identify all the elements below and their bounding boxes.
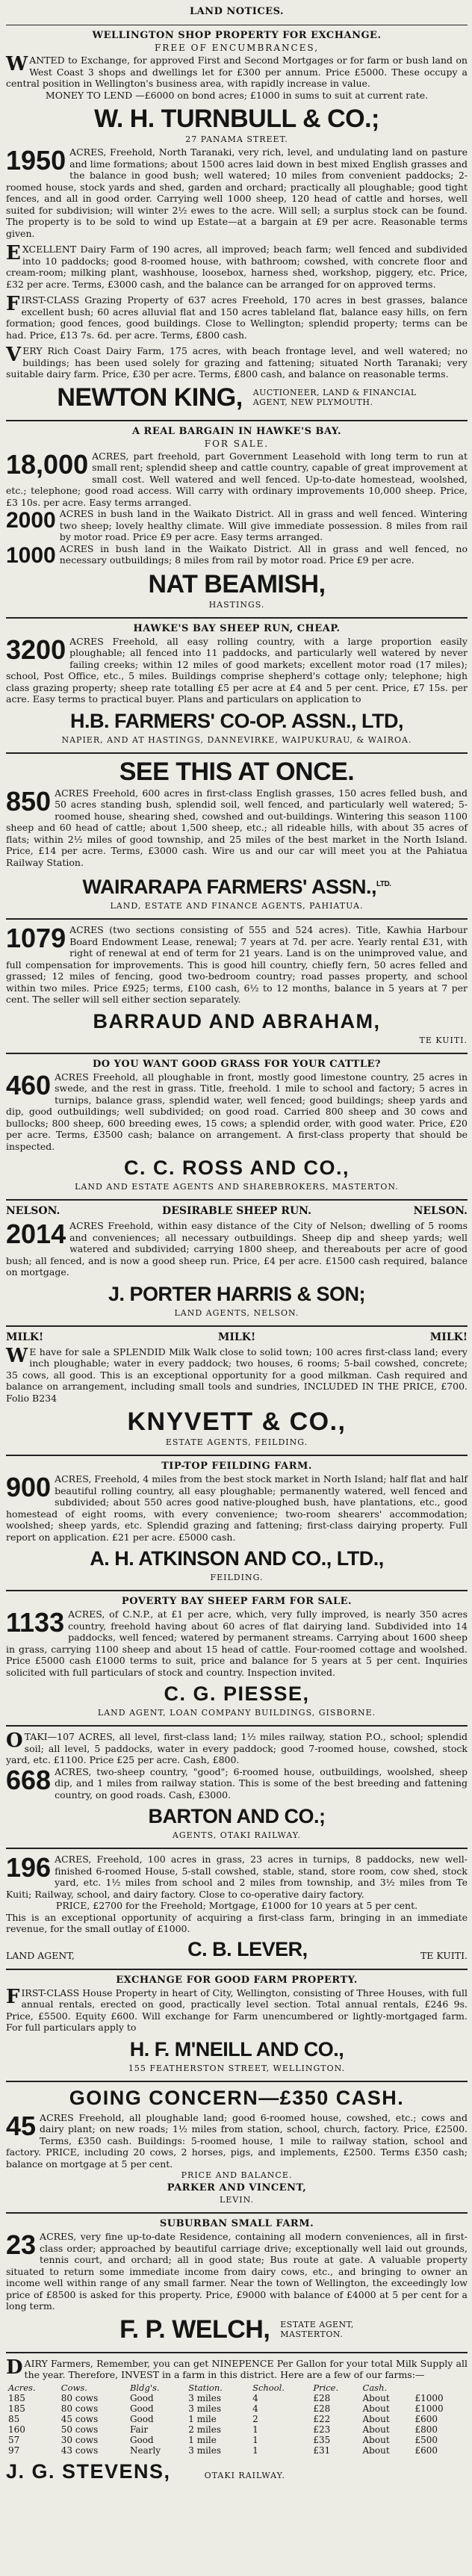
table-cell: About xyxy=(362,2392,390,2403)
agent-address: HASTINGS. xyxy=(208,599,265,610)
listing: 1079 ACRES (two sections consisting of 555 and 524 acres). Title, Kawhia Harbour Board Endowment Lease, renewal; 7 years at 7d. per acre. Yearly rental £31, with right of renewal at end of term for 21 years. Land is on the unimproved value, and full compensation for improvements. This is good hill country, chiefly fern, 50 acres felled and grassed; 12 miles of fencing, good two-bedroom country; road passes property, and school within two miles. Price £925; terms, £100 cash, 6½ to 12 months, balance in 5 years at 7 per cent. The seller will sell either section separately. xyxy=(6,923,468,1005)
listing: 1133 ACRES, of C.N.P., at £1 per acre, which, very fully improved, is nearly 350 acres country, freehold having about 60 acres of flat dairying land. Subdivided into 14 paddocks, well fenced; watered by permanent streams. Carrying about 1600 sheep in grass, carrying 1100 sheep and about 15 head of cattle. Four-roomed cottage and woolshed. Price £5000 cash £1000 terms to suit, price and balance for 5 years at 5 per cent. Inquiries solicited with full particulars of stock and country. Inspection invited. xyxy=(6,1607,468,1678)
listing-note: This is an exceptional opportunity of acquiring a first-class farm, bringing in an immediate revenue, for the small outlay of £1000. xyxy=(6,1911,468,1934)
table-cell: £28 xyxy=(313,2403,331,2414)
agent-address: FEILDING. xyxy=(210,1573,264,1582)
listing: 2000 ACRES in bush land in the Waikato District. All in grass and well fenced. Wintering two sheep; lovely healthy climate. Will give immediate possession. 8 miles from rail by motor road. Price £9 per acre. Easy terms arranged. xyxy=(6,508,468,542)
table-row xyxy=(6,2414,468,2424)
divider xyxy=(6,420,468,421)
table-cell: Good xyxy=(129,2392,154,2403)
knyvett-advert xyxy=(6,1331,468,1448)
table-header-cell: Bldg's. xyxy=(129,2382,160,2393)
table-header-cell: School. xyxy=(252,2382,285,2393)
table-row xyxy=(6,2393,468,2403)
atkinson-advert xyxy=(6,1461,468,1582)
agent-name: H.B. FARMERS' CO-OP. ASSN., LTD, xyxy=(70,709,403,732)
ad-body: MONEY TO LEND —£6000 on bond acres; £1000 in sums to suit at current rate. xyxy=(45,89,429,101)
agent-name: WAIRARAPA FARMERS' ASSN.,$^{LTD.}$ xyxy=(82,876,391,898)
listing: 668 ACRES, two-sheep country, "good"; 6-roomed house, outbuildings, woolshed, sheep dip, and 1 miles from railway station. This is some of the best breeding and fattening country, on good roads. Cash, £3000. xyxy=(6,1764,468,1801)
table-cell: 97 xyxy=(8,2445,20,2456)
table-row xyxy=(6,2403,468,2414)
table-cell: £600 xyxy=(414,2445,438,2456)
table-cell: £35 xyxy=(313,2434,331,2445)
ad-heading-row: MILK! MILK! MILK! xyxy=(6,1331,468,1343)
table-cell: £22 xyxy=(313,2413,331,2424)
agent-name: KNYVETT & CO., xyxy=(127,1408,347,1436)
ross-advert xyxy=(6,1059,468,1192)
divider xyxy=(6,752,468,754)
listing: 1000 ACRES in bush land in the Waikato District. All in grass and well fenced, no necessary outbuildings; 8 miles from rail by motor road. Price £9 per acre. xyxy=(6,542,468,568)
ad-heading: DO YOU WANT GOOD GRASS FOR YOUR CATTLE? xyxy=(92,1058,381,1070)
ad-heading: GOING CONCERN—£350 CASH. xyxy=(69,2086,405,2109)
table-cell: 3 miles xyxy=(188,2403,222,2414)
agent-name: NAT BEAMISH, xyxy=(148,569,326,598)
table-cell: £500 xyxy=(414,2434,438,2445)
divider xyxy=(6,1590,468,1591)
table-cell: £800 xyxy=(414,2424,438,2435)
section-title: LAND NOTICES. xyxy=(189,6,285,17)
ad-heading: SUBURBAN SMALL FARM. xyxy=(159,2218,314,2229)
agent-address: AUCTIONEER, LAND & FINANCIAL AGENT, NEW PLYMOUTH. xyxy=(252,388,417,407)
table-cell: 3 miles xyxy=(188,2392,222,2403)
table-header-cell: Price. xyxy=(313,2382,339,2393)
divider xyxy=(6,617,468,619)
barraud-advert xyxy=(6,924,468,1045)
table-cell: Good xyxy=(129,2413,154,2424)
table-cell: About xyxy=(362,2445,390,2456)
divider xyxy=(6,1053,468,1054)
table-cell: 185 xyxy=(8,2403,25,2414)
table-cell: £1000 xyxy=(414,2392,444,2403)
table-cell: 4 xyxy=(252,2392,258,2403)
divider xyxy=(6,918,468,920)
table-cell: About xyxy=(362,2434,390,2445)
listing: W E have for sale a SPLENDID Milk Walk close to solid town; 100 acres first-class land; every inch ploughable; water in every paddock; two houses, 6 rooms; 5-bail cowshed, concrete; 35 cows, all good. This is an exceptional opportunity for a good milkman. Cash required and balance on arrangement, including small tools and sundries, INCLUDED IN THE PRICE, £700. Folio B234 xyxy=(6,1344,468,1404)
agent-name: BARRAUD AND ABRAHAM, xyxy=(93,1009,381,1032)
agent-address: ESTATE AGENT, MASTERTON. xyxy=(280,2320,354,2339)
ad-subheading: PRICE AND BALANCE. xyxy=(181,2170,293,2180)
agent-address: LAND, ESTATE AND FINANCE AGENTS, PAHIATUA. xyxy=(110,901,364,911)
agent-address: AGENTS, OTAKI RAILWAY. xyxy=(172,1830,302,1840)
table-cell: Good xyxy=(129,2403,154,2414)
mcneill-advert xyxy=(6,1975,468,2073)
listing: 850 ACRES Freehold, 600 acres in first-class English grasses, 150 acres felled bush, and 50 acres standing bush, splendid soil, well fenced, and particularly well watered; 5-roomed house, shearing shed, cowshed and out-buildings. Wintering this season 1100 sheep and 60 head of cattle; about 1,500 sheep, etc.; all rideable hills, with about 35 acres of flats; within 2½ miles of good township, and 25 miles of the best market in the North Island. Price, £14 per acre. Terms, £3000 cash. Wire us and our car will meet you at the Pahiatua Railway Station. xyxy=(6,785,468,868)
agent-name: J. G. STEVENS, xyxy=(6,2459,171,2483)
listing: 2014 ACRES Freehold, within easy distance of the City of Nelson; dwelling of 5 rooms and conveniences; all necessary outbuildings. Sheep dip and sheep yards; well watered and subdivided; carrying 1800 sheep, and thereabouts per acre of good bush; all fenced, and is now a good sheep run. Price, £4 per acre. £1500 cash required, balance on mortgage. xyxy=(6,1219,468,1278)
ad-heading: SEE THIS AT ONCE. xyxy=(119,757,355,786)
agent-name: H. F. M'NEILL AND CO., xyxy=(129,2037,344,2061)
listing: 45 ACRES Freehold, all ploughable land; good 6-roomed house, cowshed, etc.; cows and dairy plant; on new roads; 1½ miles from station, school, church, factory. Price, £2500. Terms, £350 cash. Buildings: 5-roomed house, 1 mile to railway station, school and factory. PRICE, including 20 cows, 2 horses, pigs, and implements, £2500. Terms £350 cash; balance on mortgage at 5 per cent. xyxy=(6,2110,468,2170)
table-cell: 45 cows xyxy=(60,2413,99,2424)
newton-king-advert xyxy=(6,383,468,412)
agent-name: F. P. WELCH, xyxy=(119,2315,270,2344)
agent-address: LAND AGENT, LOAN COMPANY BUILDINGS, GISBORNE. xyxy=(97,1708,376,1718)
table-cell: £31 xyxy=(313,2445,331,2456)
table-cell: 3 miles xyxy=(188,2445,222,2456)
listing: FIRST-CLASS House Property in heart of City, Wellington, consisting of Three Houses, with full annual rentals, erected on good, practically level section. Total annual rentals, £246 9s. Price, £5500. Equity £600. Will exchange for Farm unencumbered or lightly-mortgaged farm. For full particulars apply to xyxy=(6,1985,468,2033)
agent-address: LAND AND ESTATE AGENTS AND SHAREBROKERS, MASTERTON. xyxy=(75,1182,399,1192)
listing: EXCELLENT Dairy Farm of 190 acres, all improved; beach farm; well fenced and subdivided into 10 paddocks; good 8-roomed house, with bathroom; cowshed, with concrete floor and cream-room; milking plant, washhouse, loosebox, harness shed, workshop, piggery, etc. Price, £32 per acre. Terms, £3000 cash, and the balance can be arranged for on approved terms. xyxy=(6,242,468,290)
stevens-advert xyxy=(6,2358,468,2486)
table-header-cell: Station. xyxy=(188,2382,223,2393)
table-header-row xyxy=(6,2383,468,2393)
listing: 18,000 ACRES, part freehold, part Government Leasehold with long term to run at small rent; splendid sheep and cattle country, capable of great improvement at small cost. Well watered and well fenced. Up-to-date homestead, woolshed, etc.; telephone; good road access. Will carry with ordinary improvements 10,000 sheep. Price, £3 10s. per acre. Easy terms arranged. xyxy=(6,448,468,508)
table-cell: 1 xyxy=(252,2424,258,2435)
divider xyxy=(6,2352,468,2353)
agent-address: 155 FEATHERSTON STREET, WELLINGTON. xyxy=(128,2063,346,2073)
table-cell: 1 mile xyxy=(188,2413,217,2424)
table-cell: 2 miles xyxy=(188,2424,222,2435)
table-cell: 43 cows xyxy=(60,2445,99,2456)
ad-heading: TIP-TOP FEILDING FARM. xyxy=(161,1461,312,1472)
agent-row: LAND AGENT, C. B. LEVER, TE KUITI. xyxy=(6,1937,468,1961)
agent-name: C. B. LEVER, xyxy=(187,1937,308,1960)
agent-address: NAPIER, AND AT HASTINGS, DANNEVIRKE, WAIPUKURAU, & WAIROA. xyxy=(61,734,412,745)
table-cell: £600 xyxy=(414,2413,438,2424)
ad-heading: POVERTY BAY SHEEP FARM FOR SALE. xyxy=(121,1596,353,1607)
listing: 3200 ACRES Freehold, all easy rolling country, with a large proportion easily ploughable; all fenced into 11 paddocks, and particularly well watered by never failing creeks; within 12 miles of good markets; excellent motor road (17 miles); school, Post Office, etc., 5 miles. Buildings comprise shepherd's cottage only; telephone; high class grazing property; sheep rate totalling £5 per acre at £4 and 5 per cent. Price, £7 15s. per acre. Easy terms to practical buyer. Plans and particulars on application to xyxy=(6,634,468,705)
agent-name: A. H. ATKINSON AND CO., LTD., xyxy=(90,1547,384,1570)
table-cell: 4 xyxy=(252,2403,258,2414)
listing: FIRST-CLASS Grazing Property of 637 acres Freehold, 170 acres in best grasses, balance excellent bush; 60 acres alluvial flat and 150 acres tableland flat, balance easy hills, on fern formation; good fences, good buildings. Close to Wellington; splendid property; terms can be had. Price, £13 7s. 6d. per acre. Terms, £800 cash. xyxy=(6,293,468,341)
table-cell: 80 cows xyxy=(60,2403,99,2414)
piesse-advert xyxy=(6,1596,468,1718)
divider xyxy=(6,2212,468,2214)
divider xyxy=(6,1325,468,1327)
divider xyxy=(6,1848,468,1849)
agent-address: LAND AGENTS, NELSON. xyxy=(174,1307,299,1318)
agent-address: ESTATE AGENTS, FEILDING. xyxy=(165,1437,308,1447)
table-header-cell: Cash. xyxy=(362,2382,388,2393)
table-cell: Fair xyxy=(129,2424,149,2435)
divider xyxy=(6,1199,468,1201)
table-row xyxy=(6,2445,468,2456)
agent-address: OTAKI RAILWAY. xyxy=(204,2470,285,2480)
table-cell: About xyxy=(362,2424,390,2435)
ad-heading: HAWKE'S BAY SHEEP RUN, CHEAP. xyxy=(133,622,341,634)
agent-address: 27 PANAMA STREET. xyxy=(185,134,288,144)
divider xyxy=(6,1455,468,1456)
listing: 23 ACRES, very fine up-to-date Residence, containing all modern conveniences, all in first-class order; approached by beautiful carriage drive; exceptionally well laid out grounds, tennis court, and orchard; all in good state; Bus route at gate. A valuable property situated to return some immediate income from dairy cows, etc., and bringing to owner an income well within range of any small farmer. Near the town of Wellington, the exceedingly low price of £8500 is asked for this property. Price, £9000 with balance of £4000 at 5 per cent for a long term. xyxy=(6,2229,468,2312)
table-cell: 80 cows xyxy=(60,2392,99,2403)
ad-body: WANTED to Exchange, for approved First and Second Mortgages or for farm or bush land on West Coast 3 shops and dwellings let for £300 per annum. Price £5000. These occupy a central position in Wellington's business area, with rapidly increase in value. xyxy=(6,53,468,89)
ad-heading: A REAL BARGAIN IN HAWKE'S BAY. xyxy=(131,425,342,437)
agent-address: LEVIN. xyxy=(219,2195,255,2205)
agent-address: TE KUITI. xyxy=(419,1035,468,1045)
table-cell: £23 xyxy=(313,2424,331,2435)
hb-farmers-advert xyxy=(6,623,468,745)
agent-name: J. PORTER HARRIS & SON; xyxy=(108,1282,366,1305)
turnbull-advert xyxy=(6,30,468,380)
divider xyxy=(6,1969,468,1970)
table-cell: 2 xyxy=(252,2413,258,2424)
ad-heading: EXCHANGE FOR GOOD FARM PROPERTY. xyxy=(116,1974,358,1986)
divider xyxy=(6,1725,468,1727)
table-cell: 57 xyxy=(8,2434,20,2445)
barton-advert xyxy=(6,1731,468,1840)
listing: 460 ACRES Freehold, all ploughable in front, mostly good limestone country, 25 acres in swede, and the rest in grass. Title, freehold. 1 mile to school and factory; 5 acres in turnips, balance grass, splendid water, well fenced; good buildings; sheep yards and dip, good outbuildings; well subdivided; on good road. Carried 800 sheep and 30 cows and bullocks; 800 sheep, 600 breeding ewes, 15 cows; a splendid order, with good water. Price, £20 per acre. Terms, £3500 cash; balance on arrangement. A first-class property that should be inspected. xyxy=(6,1069,468,1152)
table-row xyxy=(6,2435,468,2445)
lever-advert xyxy=(6,1854,468,1961)
listing-price: PRICE, £2700 for the Freehold; Mortgage, £1000 for 10 years at 5 per cent. xyxy=(55,1900,418,1911)
table-header-cell: Acres. xyxy=(8,2382,36,2393)
agent-name: C. G. PIESSE, xyxy=(164,1682,310,1705)
table-header-cell: Cows. xyxy=(60,2382,87,2393)
table-cell: 30 cows xyxy=(60,2434,99,2445)
ad-heading: WELLINGTON SHOP PROPERTY FOR EXCHANGE. xyxy=(92,30,382,41)
listing: 900 ACRES, Freehold, 4 miles from the best stock market in North Island; half flat and half beautiful rolling country, all easy ploughable; permanently watered, well fenced and subdivided; about 550 acres good native-ploughed bush, have plantations, etc., good homestead of eight rooms, with every convenience; two-room shearers' accommodation; woolshed; sheep yards, etc. Splendid grazing and fattening; first-class dairying property. Full report on application. £21 per acre. £5000 cash. xyxy=(6,1472,468,1543)
table-cell: 160 xyxy=(8,2424,25,2435)
agent-name: BARTON AND CO.; xyxy=(148,1805,326,1827)
table-cell: 185 xyxy=(8,2392,25,2403)
beamish-advert xyxy=(6,426,468,610)
ad-subheading: FREE OF ENCUMBRANCES, xyxy=(154,43,320,53)
listing: 1950 ACRES, Freehold, North Taranaki, very rich, level, and undulating land on pasture and lime formations; about 1500 acres laid down in best mixed English grasses and the balance in good bush; well watered; 10 miles from convenient paddocks; 2-roomed house, stock yards and shed, garden and orchard; practically all ploughable; good tight fences, and all in good order. Carrying well 1000 sheep, 120 head of cattle and horses, well suited for subdivision; will winter 2½ ewes to the acre. Will sell; a surplus stock can be found. The property is to be sold to wind up Estate—at a bargain at £9 per acre. Reasonable terms given. xyxy=(6,145,468,239)
ad-heading-row: NELSON. DESIRABLE SHEEP RUN. NELSON. xyxy=(6,1205,468,1217)
listing: 196 ACRES, Freehold, 100 acres in grass, 23 acres in turnips, 8 paddocks, new well-finished 6-roomed House, 5-stall cowshed, stable, stand, store room, cow shed, stock yard, etc. 1½ miles from school and 2 miles from township, and 3½ miles from Te Kuiti; Railway, school, and dairy factory. Close to co-operative dairy factory. xyxy=(6,1852,468,1900)
table-cell: About xyxy=(362,2403,390,2414)
table-row xyxy=(6,2424,468,2435)
farms-table xyxy=(6,2383,468,2456)
table-cell: £1000 xyxy=(414,2403,444,2414)
wairarapa-advert xyxy=(6,758,468,911)
table-cell: 1 mile xyxy=(188,2434,217,2445)
agent-name: W. H. TURNBULL & CO.; xyxy=(94,105,379,133)
ad-subheading: FOR SALE. xyxy=(204,438,270,449)
table-cell: 1 xyxy=(252,2445,258,2456)
agent-row xyxy=(6,2315,468,2344)
listing: DAIRY Farmers, Remember, you can get NINEPENCE Per Gallon for your total Milk Supply all the year. Therefore, INVEST in a farm in this district. Here are a few of our farms:— xyxy=(6,2356,468,2380)
agent-name: PARKER AND VINCENT, xyxy=(167,2182,307,2193)
table-cell: 1 xyxy=(252,2434,258,2445)
table-cell: About xyxy=(362,2413,390,2424)
agent-name: NEWTON KING, xyxy=(57,383,243,412)
welch-advert xyxy=(6,2218,468,2344)
table-cell: Nearly xyxy=(129,2445,161,2456)
table-cell: £28 xyxy=(313,2392,331,2403)
table-cell: Good xyxy=(129,2434,154,2445)
divider xyxy=(6,2081,468,2082)
table-cell: 85 xyxy=(8,2413,20,2424)
porter-harris-advert xyxy=(6,1205,468,1318)
agent-name: C. C. ROSS AND CO., xyxy=(123,1157,350,1179)
listing: OTAKI—107 ACRES, all level, first-class land; 1½ miles railway, station P.O., school; splendid soil; all level, 5 paddocks, water in every paddock; good 7-roomed house, cowshed, stock yard, etc. £1100. Price £25 per acre. Cash, £800. xyxy=(6,1730,468,1765)
parker-advert xyxy=(6,2087,468,2205)
listing: VERY Rich Coast Dairy Farm, 175 acres, with beach frontage level, and well watered; no buildings; has been used solely for grazing and fattening; situated North Taranaki; very suitable dairy farm. Price, £30 per acre. Terms, £800 cash, and balance on reasonable terms. xyxy=(6,344,468,380)
table-cell: 50 cows xyxy=(60,2424,99,2435)
